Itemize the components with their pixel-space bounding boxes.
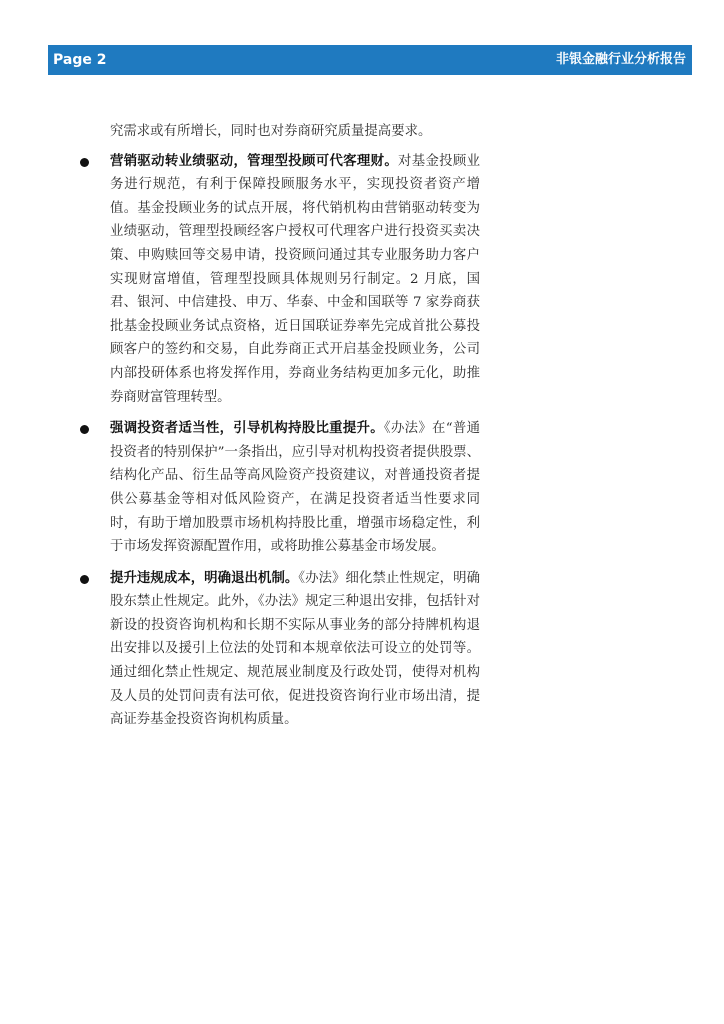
bullet-body: 对基金投顾业务进行规范，有利于保障投顾服务水平，实现投资者资产增值。基金投顾业务的试点开展，将代销机构由营销驱动转变为业绩驱动，管理型投顾经客户授权可代理客户进行投资买卖决策、申购赎回等交易申请，投资顾问通过其专业服务助力客户实现财富增值，管理型投顾具体规则另行制定。2 月底，国君、银河、中信建投、申万、华泰、中金和国联等 7 家券商获批基金投顾业务试点资格，近日国联证券率先完成首批公募投顾客户的签约和交易，自此券商正式开启基金投顾业务，公司内部投研体系也将发挥作用，券商业务结构更加多元化，助推券商财富管理转型。 bbox=[110, 153, 481, 405]
bullet-dot-icon bbox=[80, 425, 89, 434]
document-body bbox=[80, 120, 480, 740]
bullet-dot-icon bbox=[80, 158, 89, 167]
bullet-body: 《办法》在“普通投资者的特别保护”一条指出，应引导对机构投资者提供股票、结构化产品、衍生品等高风险资产投资建议，对普通投资者提供公募基金等相对低风险资产，在满足投资者适当性要求同时，有助于增加股票市场机构持股比重，增强市场稳定性，利于市场发挥资源配置作用，或将助推公募基金市场发展。 bbox=[110, 421, 480, 555]
bullet-heading: 提升违规成本，明确退出机制。 bbox=[110, 569, 299, 586]
bullet-item bbox=[80, 567, 480, 732]
intro-paragraph: 究需求或有所增长，同时也对券商研究质量提高要求。 bbox=[110, 124, 432, 139]
bullet-heading: 营销驱动转业绩驱动，管理型投顾可代客理财。 bbox=[110, 152, 399, 169]
bullet-item bbox=[80, 417, 480, 559]
header-bar bbox=[48, 45, 692, 75]
report-title: 非银金融行业分析报告 bbox=[555, 52, 686, 67]
page-number: Page 2 bbox=[53, 52, 107, 68]
bullet-body: 《办法》细化禁止性规定，明确股东禁止性规定。此外，《办法》规定三种退出安排，包括针对新设的投资咨询机构和长期不实际从事业务的部分持牌机构退出安排以及援引上位法的处罚和本规章依法可设立的处罚等。通过细化禁止性规定、规范展业制度及行政处罚，使得对机构及人员的处罚问责有法可依，促进投资咨询行业市场出清，提高证券基金投资咨询机构质量。 bbox=[110, 570, 480, 728]
bullet-heading: 强调投资者适当性，引导机构持股比重提升。 bbox=[110, 420, 384, 437]
bullet-item bbox=[80, 150, 480, 410]
bullet-dot-icon bbox=[80, 575, 89, 584]
